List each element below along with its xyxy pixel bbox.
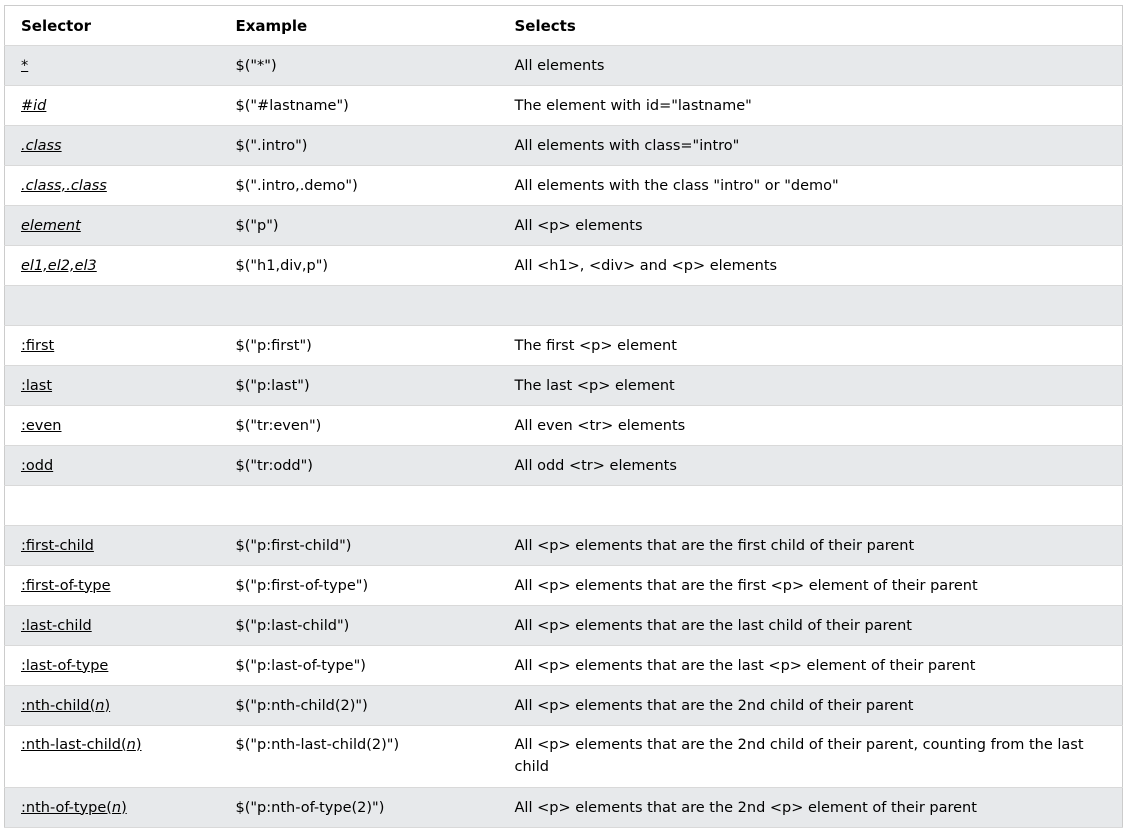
selector-argument: n	[111, 799, 122, 816]
selector-name: :nth-last-child(	[21, 737, 127, 753]
table-row	[5, 126, 1123, 166]
selector-link-even[interactable]: :even	[21, 417, 62, 434]
selector-link-first[interactable]: :first	[21, 337, 55, 354]
selector-link-first-child[interactable]: :first-child	[21, 537, 94, 554]
selector-link-last-child[interactable]: :last-child	[21, 617, 92, 634]
example-cell: $("p:nth-child(2)")	[220, 686, 499, 726]
selects-cell: All <p> elements	[499, 206, 1123, 246]
selector-cell	[5, 206, 220, 246]
selector-link-class[interactable]: .class	[21, 137, 62, 154]
table-row-spacer	[5, 486, 1123, 526]
selects-cell: The element with id="lastname"	[499, 86, 1123, 126]
table-row	[5, 46, 1123, 86]
selector-cell	[5, 406, 220, 446]
selector-link-first-of-type[interactable]: :first-of-type	[21, 577, 111, 594]
header-selector: Selector	[5, 6, 220, 46]
example-cell: $("p:nth-last-child(2)")	[220, 726, 499, 788]
header-selects: Selects	[499, 6, 1123, 46]
selects-cell: All <p> elements that are the first <p> element of their parent	[499, 566, 1123, 606]
table-row	[5, 726, 1123, 788]
table-row	[5, 326, 1123, 366]
example-cell: $("p:last")	[220, 366, 499, 406]
selector-cell	[5, 326, 220, 366]
selects-cell: All <p> elements that are the last <p> element of their parent	[499, 646, 1123, 686]
selector-link-universal[interactable]: *	[21, 57, 29, 74]
selects-cell: All elements	[499, 46, 1123, 86]
selects-cell: All <p> elements that are the 2nd <p> element of their parent	[499, 788, 1123, 828]
selector-name: :nth-of-type(	[21, 799, 112, 816]
selector-link-nth-last-child[interactable]	[21, 737, 142, 753]
selector-link-id[interactable]: #id	[21, 97, 47, 114]
selector-close-paren: )	[135, 737, 142, 753]
selector-cell	[5, 788, 220, 828]
selector-cell	[5, 246, 220, 286]
selector-reference-table	[4, 5, 1123, 828]
selects-cell: All <p> elements that are the first child of their parent	[499, 526, 1123, 566]
selects-cell: All even <tr> elements	[499, 406, 1123, 446]
selector-cell	[5, 526, 220, 566]
table-row	[5, 788, 1123, 828]
selector-cell	[5, 646, 220, 686]
example-cell: $("p:first-of-type")	[220, 566, 499, 606]
table-row	[5, 646, 1123, 686]
selector-cell	[5, 686, 220, 726]
selector-link-last-of-type[interactable]: :last-of-type	[21, 657, 109, 674]
selector-cell	[5, 366, 220, 406]
selector-close-paren: )	[104, 697, 111, 714]
selects-cell	[499, 486, 1123, 526]
selector-reference-table-container	[4, 5, 1122, 828]
example-cell: $("tr:even")	[220, 406, 499, 446]
selector-cell	[5, 726, 220, 788]
selects-cell: All elements with the class "intro" or "demo"	[499, 166, 1123, 206]
selector-link-nth-of-type[interactable]	[21, 800, 127, 816]
example-cell: $("#lastname")	[220, 86, 499, 126]
selector-cell	[5, 606, 220, 646]
table-row	[5, 686, 1123, 726]
example-cell: $("tr:odd")	[220, 446, 499, 486]
selector-cell	[5, 446, 220, 486]
selector-cell	[5, 126, 220, 166]
example-cell	[220, 286, 499, 326]
table-row	[5, 86, 1123, 126]
example-cell: $("*")	[220, 46, 499, 86]
table-row	[5, 166, 1123, 206]
example-cell	[220, 486, 499, 526]
table-row	[5, 446, 1123, 486]
selector-cell	[5, 286, 220, 326]
example-cell: $("p:first")	[220, 326, 499, 366]
example-cell: $(".intro")	[220, 126, 499, 166]
selector-link-last[interactable]: :last	[21, 377, 53, 394]
selects-cell: All <p> elements that are the 2nd child of their parent, counting from the last child	[499, 726, 1123, 788]
example-cell: $("p:nth-of-type(2)")	[220, 788, 499, 828]
example-cell: $("p:last-child")	[220, 606, 499, 646]
table-row-spacer	[5, 286, 1123, 326]
table-row	[5, 406, 1123, 446]
selector-link-element[interactable]: element	[21, 217, 81, 234]
selector-cell	[5, 566, 220, 606]
table-row	[5, 566, 1123, 606]
selects-cell	[499, 286, 1123, 326]
table-row	[5, 606, 1123, 646]
selects-cell: All <p> elements that are the last child of their parent	[499, 606, 1123, 646]
header-example: Example	[220, 6, 499, 46]
table-row	[5, 206, 1123, 246]
selects-cell: All <p> elements that are the 2nd child of their parent	[499, 686, 1123, 726]
selects-cell: The last <p> element	[499, 366, 1123, 406]
selector-link-multiple-elements[interactable]: el1,el2,el3	[21, 257, 97, 274]
selector-link-multiple-class[interactable]: .class,.class	[21, 177, 107, 194]
selector-name: :nth-child(	[21, 697, 96, 714]
selects-cell: All elements with class="intro"	[499, 126, 1123, 166]
selector-cell	[5, 166, 220, 206]
example-cell: $("p")	[220, 206, 499, 246]
table-header-row	[5, 6, 1123, 46]
selector-link-nth-child[interactable]	[21, 698, 110, 714]
table-row	[5, 246, 1123, 286]
selector-cell	[5, 486, 220, 526]
example-cell: $("p:last-of-type")	[220, 646, 499, 686]
selects-cell: All odd <tr> elements	[499, 446, 1123, 486]
example-cell: $(".intro,.demo")	[220, 166, 499, 206]
selects-cell: All <h1>, <div> and <p> elements	[499, 246, 1123, 286]
selector-link-odd[interactable]: :odd	[21, 457, 54, 474]
selector-close-paren: )	[121, 799, 127, 816]
selector-cell	[5, 46, 220, 86]
selects-cell: The first <p> element	[499, 326, 1123, 366]
example-cell: $("p:first-child")	[220, 526, 499, 566]
example-cell: $("h1,div,p")	[220, 246, 499, 286]
selector-argument: n	[126, 737, 136, 753]
table-row	[5, 526, 1123, 566]
selector-cell	[5, 86, 220, 126]
selector-argument: n	[95, 697, 105, 714]
table-row	[5, 366, 1123, 406]
